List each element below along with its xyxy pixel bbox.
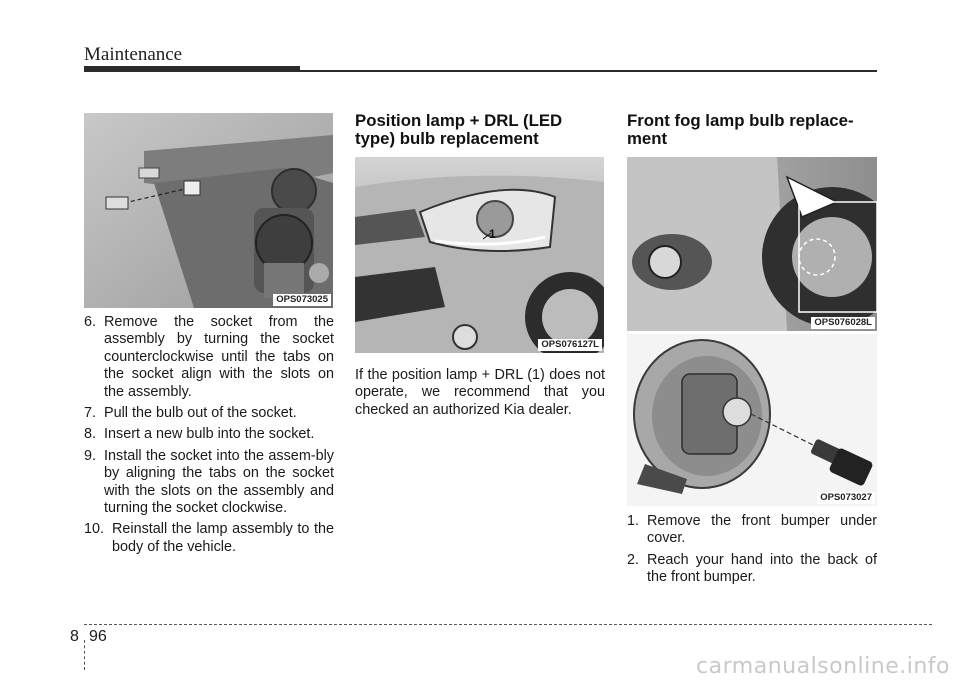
figure-fog-lamp-bulb	[627, 334, 877, 506]
chapter-number: 8	[70, 628, 79, 645]
col2-paragraph: If the position lamp + DRL (1) does not operate, we recommend that you checked an authorized Kia dealer.	[355, 367, 605, 418]
list-item: 8. Insert a new bulb into the socket.	[84, 426, 315, 443]
list-item: 6. Remove the socket from the assembly by turning the socket counterclockwise until the tabs on the socket align with the slots on the assembly.	[84, 314, 334, 400]
footer-divider	[84, 640, 85, 670]
header-rule-thin	[300, 70, 877, 72]
figure-fog-lamp-location	[627, 157, 877, 331]
figure-car-front-drl	[355, 157, 604, 353]
list-item: 1. Remove the front bumper under cover.	[627, 513, 877, 547]
callout-label: 1	[489, 227, 496, 241]
section-title-fog-lamp: Front fog lamp bulb replace- ment	[627, 111, 854, 148]
page-number: 96	[89, 628, 107, 645]
figure-code: OPS076028L	[811, 317, 875, 329]
list-item: 7. Pull the bulb out of the socket.	[84, 405, 297, 422]
header-title: Maintenance	[84, 44, 183, 65]
watermark: carmanualsonline.info	[696, 654, 950, 679]
list-item: 10. Reinstall the lamp assembly to the body of the vehicle.	[84, 521, 334, 555]
figure-headlamp-socket	[84, 113, 333, 308]
section-title-position-lamp: Position lamp + DRL (LED type) bulb replacement	[355, 111, 563, 148]
list-item: 2. Reach your hand into the back of the front bumper.	[627, 551, 877, 586]
footer-rule	[84, 624, 932, 625]
col3-steps	[627, 513, 877, 591]
list-item: 9. Install the socket into the assem-bly by aligning the tabs on the socket with the slots on the assembly and turning the socket clockwise.	[84, 447, 334, 517]
figure-code: OPS073025	[273, 294, 331, 306]
header-rule-thick	[84, 66, 300, 72]
figure-code: OPS076127L	[538, 339, 602, 351]
col1-steps	[84, 314, 334, 560]
figure-code: OPS073027	[817, 492, 875, 504]
